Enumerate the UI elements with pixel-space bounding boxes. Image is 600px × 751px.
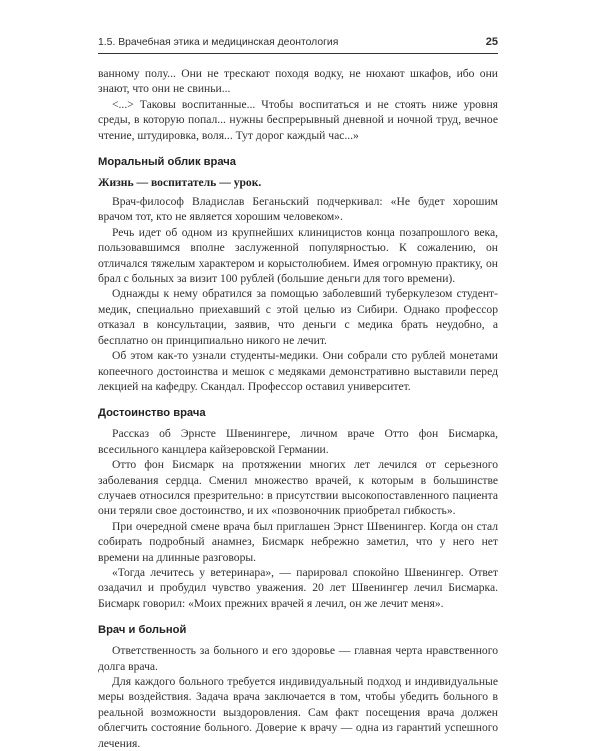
dignity-paragraph-2: Отто фон Бисмарк на протяжении многих лет лечился от серьезного заболевания сердца. Сменил множество врачей, к которым в большинстве случаев относился презрительно: в присутствии высокопоставленного пациента они теряли свое достоинство, и их «позвоночник приобретал гибкость». (98, 458, 498, 518)
moral-paragraph-1: Врач-философ Владислав Беганьский подчеркивал: «Не будет хорошим врачом тот, кто не является хорошим человеком». (98, 195, 498, 224)
section-heading-dignity: Достоинство врача (98, 407, 206, 420)
moral-paragraph-4: Об этом как-то узнали студенты-медики. Они собрали сто рублей монетами копеечного достоинства и мешок с медяками демонстративно выставили перед лекцией на кафедру. Скандал. Профессор оставил университет. (98, 349, 498, 393)
dignity-paragraph-1: Рассказ об Эрнсте Швенингере, личном враче Отто фон Бисмарка, всесильного канцлера кайзеровской Германии. (98, 427, 498, 456)
patient-paragraph-1: Ответственность за больного и его здоровье — главная черта нравственного долга врача. (98, 644, 498, 673)
dignity-paragraph-4: «Тогда лечитесь у ветеринара», — парировал спокойно Швенингер. Ответ озадачил и пробудил чувство уважения. 20 лет Швенингер лечил Бисмарка. Бисмарк говорил: «Моих прежних врачей я лечил, он же лечит меня». (98, 565, 498, 610)
running-header-title: 1.5. Врачебная этика и медицинская деонтология (98, 37, 339, 48)
moral-paragraph-3: Однажды к нему обратился за помощью заболевший туберкулезом студент-медик, специально приехавший с этой целью из Сибири. Однако профессор отказал в консультации, заявив, что деньги с медика брать неудобно, а бесплатно он принципиально никого не лечит. (98, 287, 498, 347)
subheading-moral: Жизнь — воспитатель — урок. (98, 176, 262, 190)
patient-paragraph-2: Для каждого больного требуется индивидуальный подход и индивидуальные меры воздействия. Задача врача заключается в том, чтобы убедить больного в реальной возможности выздоровления. Сам факт посещения врача должен облегчить состояние больного. Доверие к врачу — одна из гарантий успешного лечения. (98, 675, 498, 750)
dignity-paragraph-3: При очередной смене врача был приглашен Эрнст Швенингер. Когда он стал собирать подробный анамнез, Бисмарк небрежно заметил, что у него нет времени на длинные разговоры. (98, 519, 498, 564)
intro-paragraph-2: <...> Таковы воспитанные... Чтобы воспитаться и не стоять ниже уровня среды, в которую попал... нужны беспрерывный дневной и ночной труд, вечное чтение, штудировка, воля... Тут дорог каждый час...» (98, 97, 498, 142)
section-heading-patient: Врач и больной (98, 624, 187, 637)
running-header (98, 36, 498, 54)
intro-paragraph-1: ванному полу... Они не трескают походя водку, не нюхают шкафов, ибо они знают, что они не свиньи... (98, 67, 498, 96)
section-heading-moral: Моральный облик врача (98, 156, 237, 169)
moral-paragraph-2: Речь идет об одном из крупнейших клиницистов конца позапрошлого века, пользовавшимся вполне заслуженной популярностью. К сожалению, он отличался тяжелым характером и корыстолюбием. Имея огромную практику, он брал с больных за визит 100 рублей (большие деньги для того времени). (98, 225, 498, 286)
page-number: 25 (485, 36, 498, 48)
